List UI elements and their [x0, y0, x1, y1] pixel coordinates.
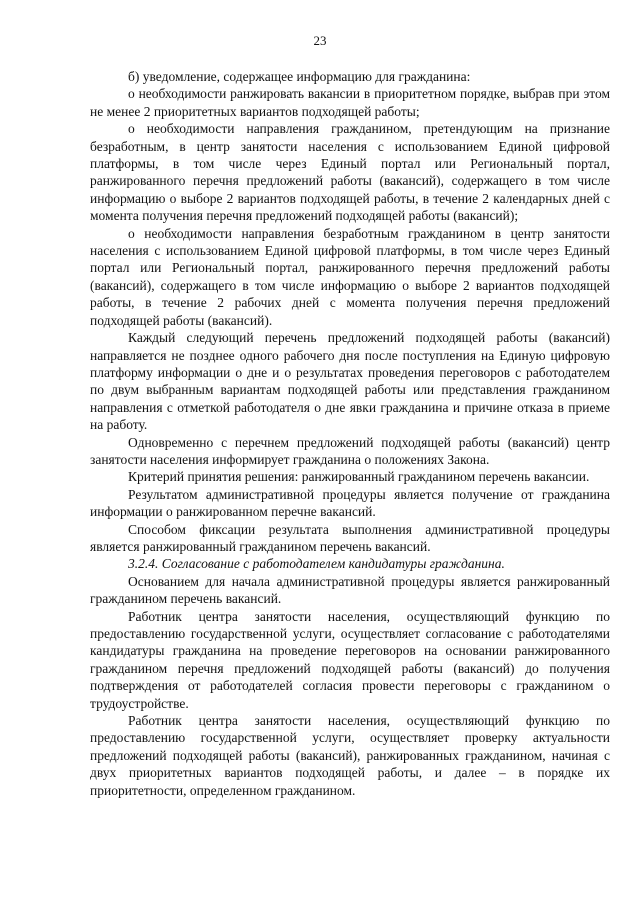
paragraph-applicant-send-list: о необходимости направления гражданином, претендующим на признание безработным, в центр занятости населения с использованием Единой цифровой платформы, в том числе через Единый портал или Региональный портал, ранжированного перечня предложений работы (вакансий), содержащего в том числе информацию о выборе 2 вариантов подходящей работы, в течение 2 календарных дней с момента получения перечня предложений подходящей работы (вакансий);	[90, 121, 610, 224]
paragraph-rank-vacancies: о необходимости ранжировать вакансии в приоритетном порядке, выбрав при этом не менее 2 приоритетных вариантов подходящей работы;	[90, 86, 610, 119]
paragraph-next-list: Каждый следующий перечень предложений подходящей работы (вакансий) направляется не позднее одного рабочего дня после поступления на Единую цифровую платформу информации о дне и о результатах проведения переговоров с работодателем по двум выбранным вариантам подходящей работы или представления гражданином направления с отметкой работодателя о дне явки гражданина и причине отказа в приеме на работу.	[90, 330, 610, 433]
paragraph-procedure-basis: Основанием для начала административной процедуры является ранжированный гражданином перечень вакансий.	[90, 573, 610, 607]
paragraph-notification-heading: б) уведомление, содержащее информацию для гражданина:	[128, 69, 471, 84]
paragraph-decision-criterion: Критерий принятия решения: ранжированный гражданином перечень вакансии.	[128, 469, 590, 485]
paragraph-vacancy-check: Работник центра занятости населения, осуществляющий функцию по предоставлению государственной услуги, осуществляет проверку актуальности предложений подходящей работы (вакансий), ранжированных гражданином, начиная с двух приоритетных вариантов подходящей работы, и далее – в порядке их приоритетности, определенном гражданином.	[90, 713, 610, 798]
paragraph-law-informing: Одновременно с перечнем предложений подходящей работы (вакансий) центр занятости населения информирует гражданина о положениях Закона.	[90, 434, 610, 467]
page-number: 23	[313, 33, 327, 48]
paragraph-procedure-result: Результатом административной процедуры является получение от гражданина информации о ранжированном перечне вакансий.	[90, 486, 610, 520]
document-body	[90, 68, 610, 799]
paragraph-employer-approval: Работник центра занятости населения, осуществляющий функцию по предоставлению государственной услуги, осуществляет согласование с работодателями кандидатуры гражданина на проведение переговоров на основании ранжированного гражданином перечня предложений подходящей работы (вакансий) до получения подтверждения от работодателей согласия провести переговоры с гражданином о трудоустройстве.	[90, 608, 610, 711]
paragraph-unemployed-send-list: о необходимости направления безработным гражданином в центр занятости населения с использованием Единой цифровой платформы, в том числе через Единый портал или Региональный портал, ранжированного перечня предложений работы (вакансий), содержащего в том числе информацию о выборе 2 вариантов подходящей работы, в течение 2 рабочих дней с момента получения перечня предложений подходящей работы (вакансий).	[90, 225, 610, 328]
section-heading-3-2-4: 3.2.4. Согласование с работодателем кандидатуры гражданина.	[128, 556, 505, 572]
paragraph-result-fixation: Способом фиксации результата выполнения административной процедуры является ранжированный гражданином перечень вакансий.	[90, 521, 610, 554]
